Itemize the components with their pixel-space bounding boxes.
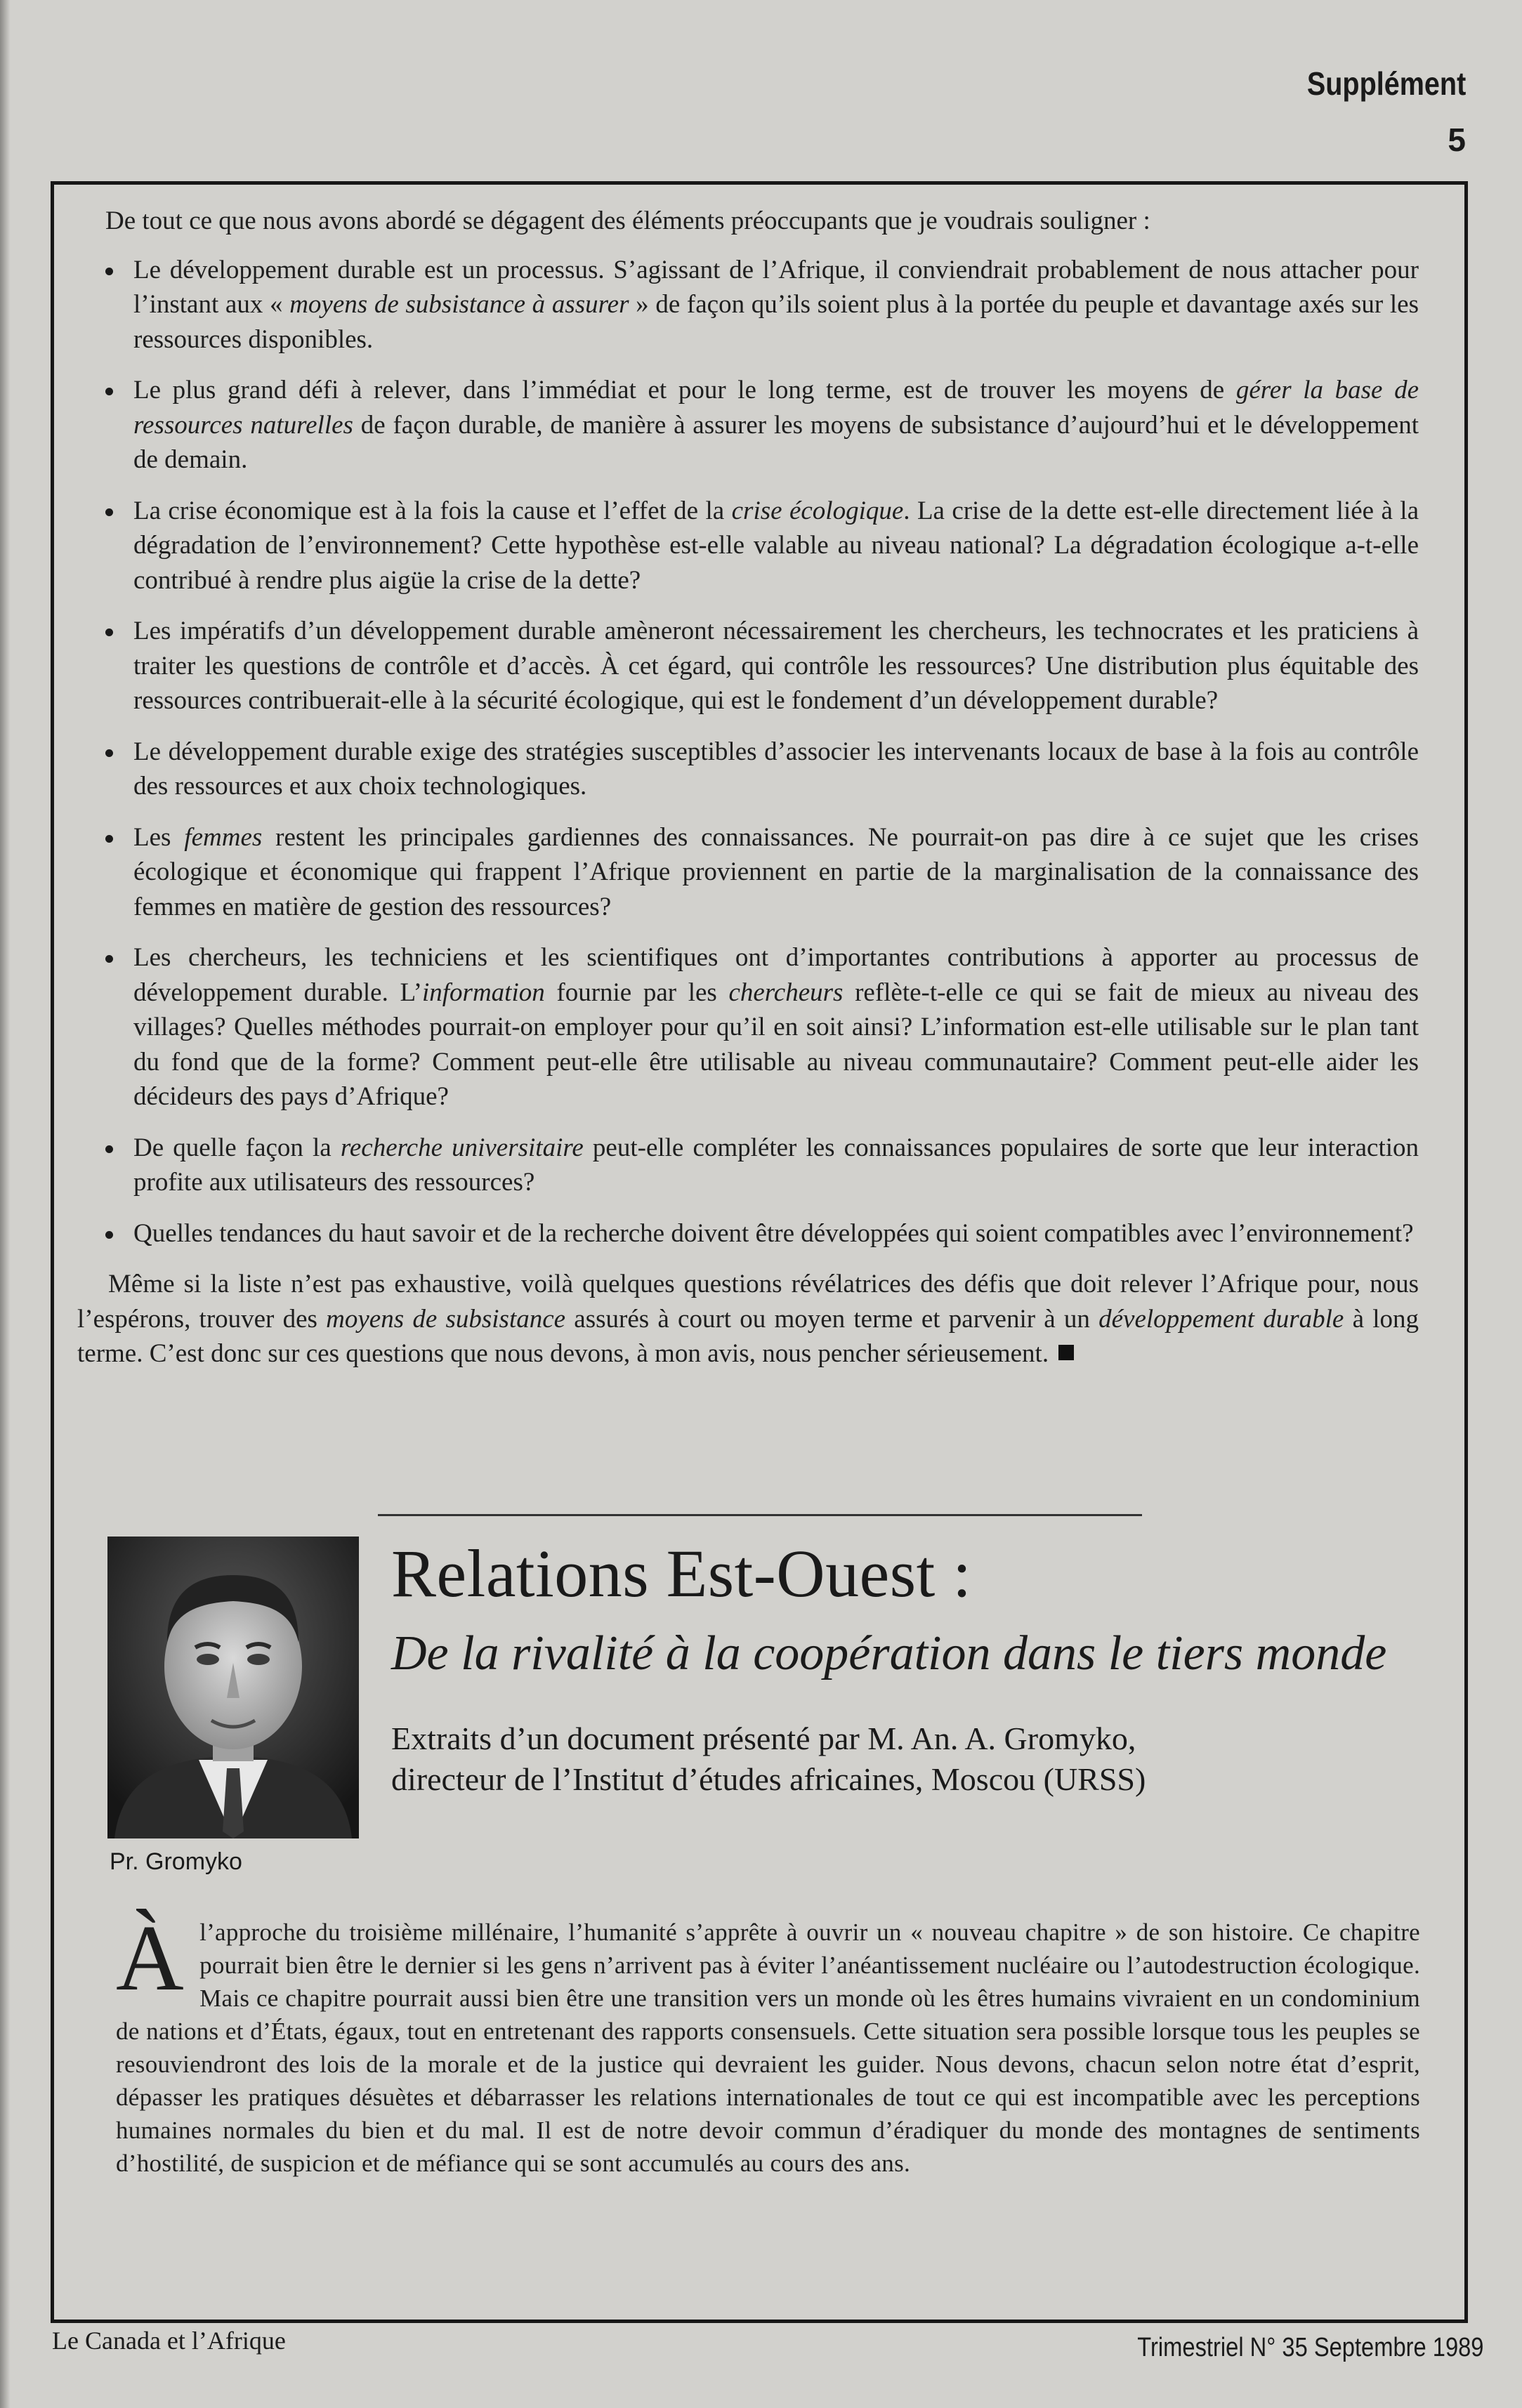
text-run: Le développement durable exige des stratégies susceptibles d’associer les intervenants locaux de base à la fois au contrôle des ressources et aux choix technologiques.	[133, 737, 1419, 801]
portrait-illustration	[107, 1537, 359, 1838]
emphasis-text: moyens de subsistance	[326, 1304, 566, 1334]
byline-line: directeur de l’Institut d’études africaines, Moscou (URSS)	[391, 1761, 1146, 1797]
emphasis-text: recherche universitaire	[340, 1133, 584, 1162]
text-run: Les	[133, 822, 185, 852]
emphasis-text: femmes	[184, 822, 263, 852]
photo-caption: Pr. Gromyko	[110, 1848, 242, 1875]
bullet-item	[105, 253, 1419, 357]
footer-publication: Le Canada et l’Afrique	[52, 2327, 286, 2355]
emphasis-text: crise écologique	[731, 496, 904, 525]
intro-paragraph: De tout ce que nous avons abordé se dégagent des éléments préoccupants que je voudrais souligner :	[105, 206, 1150, 235]
emphasis-text: gérer la base de ressources naturelles	[133, 376, 1419, 440]
footer-issue: Trimestriel N° 35 Septembre 1989	[1136, 2333, 1483, 2362]
emphasis-text: information	[422, 978, 545, 1007]
bullet-item	[105, 735, 1419, 804]
text-run: Les chercheurs, les techniciens et les scientifiques ont d’importantes contributions à apporter au processus de développement durable. L’	[133, 943, 1419, 1007]
article-byline	[391, 1718, 1304, 1800]
bullet-item	[105, 1216, 1419, 1251]
section-header: Supplément	[1306, 65, 1466, 102]
text-run: . La crise de la dette est-elle directement liée à la dégradation de l’environnement? Cette hypothèse est-elle valable au niveau national? La dégradation écologique a-t-elle contribué à rendre plus aigüe la crise de la dette?	[133, 496, 1419, 595]
bullet-item	[105, 940, 1419, 1114]
byline-line: Extraits d’un document présenté par M. An. A. Gromyko,	[391, 1721, 1136, 1756]
page-number: 5	[1448, 121, 1466, 158]
article-body-text: l’approche du troisième millénaire, l’humanité s’apprête à ouvrir un « nouveau chapitre » de son histoire. Ce chapitre pourrait bien être le dernier si les gens n’arrivent pas à éviter l’anéantissement nucléaire ou l’autodestruction écologique. Mais ce chapitre pourrait aussi bien être une transition vers un monde où les êtres humains vivraient en un condominium de nations et d’États, égaux, tout en entretenant des rapports consensuels. Cette situation sera possible lorsque tous les peuples se resouviendront des lois de la morale et de la justice qui devraient les guider. Nous devons, chacun selon notre état d’esprit, dépasser les pratiques désuètes et débarrasser les relations internationales de tout ce qui est incompatible avec les perceptions humaines normales du bien et du mal. Il est de notre devoir commun d’éradiquer du monde des montagnes de sentiments d’hostilité, de suspicion et de méfiance qui se sont accumulés au cours des ans.	[116, 1919, 1420, 2177]
closing-paragraph	[77, 1267, 1419, 1371]
emphasis-text: moyens de subsistance à assurer	[289, 290, 629, 319]
article-divider-rule	[378, 1514, 1142, 1516]
text-run: à long terme. C’est donc sur ces questions que nous devons, à mon avis, nous pencher sérieusement.	[77, 1304, 1419, 1368]
text-run: reflète-t-elle ce qui se fait de mieux au niveau des villages? Quelles méthodes pourrait-on employer pour qu’il en soit ainsi? L’information est-elle utilisable sur le plan tant du fond que de la forme? Comment peut-elle être utilisable au niveau communautaire? Comment peut-elle aider les décideurs des pays d’Afrique?	[133, 978, 1419, 1111]
text-run: Même si la liste n’est pas exhaustive, voilà quelques questions révélatrices des défis que doit relever l’Afrique pour, nous l’espérons, trouver des	[77, 1270, 1419, 1334]
article-body	[116, 1906, 1420, 2180]
page-edge-shadow	[0, 0, 10, 2408]
text-run: fournie par les	[544, 978, 729, 1007]
text-run: assurés à court ou moyen terme et parvenir à un	[565, 1304, 1099, 1334]
text-run: peut-elle compléter les connaissances populaires de sorte que leur interaction profite aux utilisateurs des ressources?	[133, 1133, 1419, 1197]
text-run: de façon durable, de manière à assurer les moyens de subsistance d’aujourd’hui et le développement de demain.	[133, 410, 1419, 474]
text-run: Quelles tendances du haut savoir et de la recherche doivent être développées qui soient compatibles avec l’environnement?	[133, 1218, 1414, 1248]
author-portrait-photo	[107, 1537, 359, 1838]
article-subtitle: De la rivalité à la coopération dans le tiers monde	[391, 1626, 1387, 1680]
bullet-item	[105, 373, 1419, 478]
boxed-text-section	[77, 204, 1419, 1371]
text-run: Le développement durable est un processus. S’agissant de l’Afrique, il conviendrait probablement de nous attacher pour l’instant aux «	[133, 255, 1419, 319]
text-run: La crise économique est à la fois la cause et l’effet de la	[133, 496, 732, 525]
emphasis-text: développement durable	[1098, 1304, 1344, 1334]
text-run: De quelle façon la	[133, 1133, 341, 1162]
bullet-item	[105, 820, 1419, 925]
emphasis-text: chercheurs	[728, 978, 844, 1007]
article-title: Relations Est-Ouest :	[391, 1536, 972, 1611]
bullet-item	[105, 494, 1419, 598]
text-run: » de façon qu’ils soient plus à la portée du peuple et davantage axés sur les ressources disponibles.	[133, 290, 1419, 354]
end-of-text-mark	[1058, 1345, 1074, 1360]
bullet-item	[105, 1131, 1419, 1200]
text-run: restent les principales gardiennes des connaissances. Ne pourrait-on pas dire à ce sujet que les crises écologique et économique qui frappent l’Afrique proviennent en partie de la marginalisation de la connaissance des femmes en matière de gestion des ressources?	[133, 822, 1419, 921]
text-run: Le plus grand défi à relever, dans l’immédiat et pour le long terme, est de trouver les moyens de	[133, 376, 1236, 404]
text-run: Les impératifs d’un développement durable amèneront nécessairement les chercheurs, les technocrates et les praticiens à traiter les questions de contrôle et d’accès. À cet égard, qui contrôle les ressources? Une distribution plus équitable des ressources contribuerait-elle à la sécurité écologique, qui est le fondement d’un développement durable?	[133, 617, 1419, 715]
bullet-item	[105, 614, 1419, 718]
drop-cap: À	[116, 1906, 185, 2010]
concerns-bullet-list	[105, 253, 1419, 1251]
